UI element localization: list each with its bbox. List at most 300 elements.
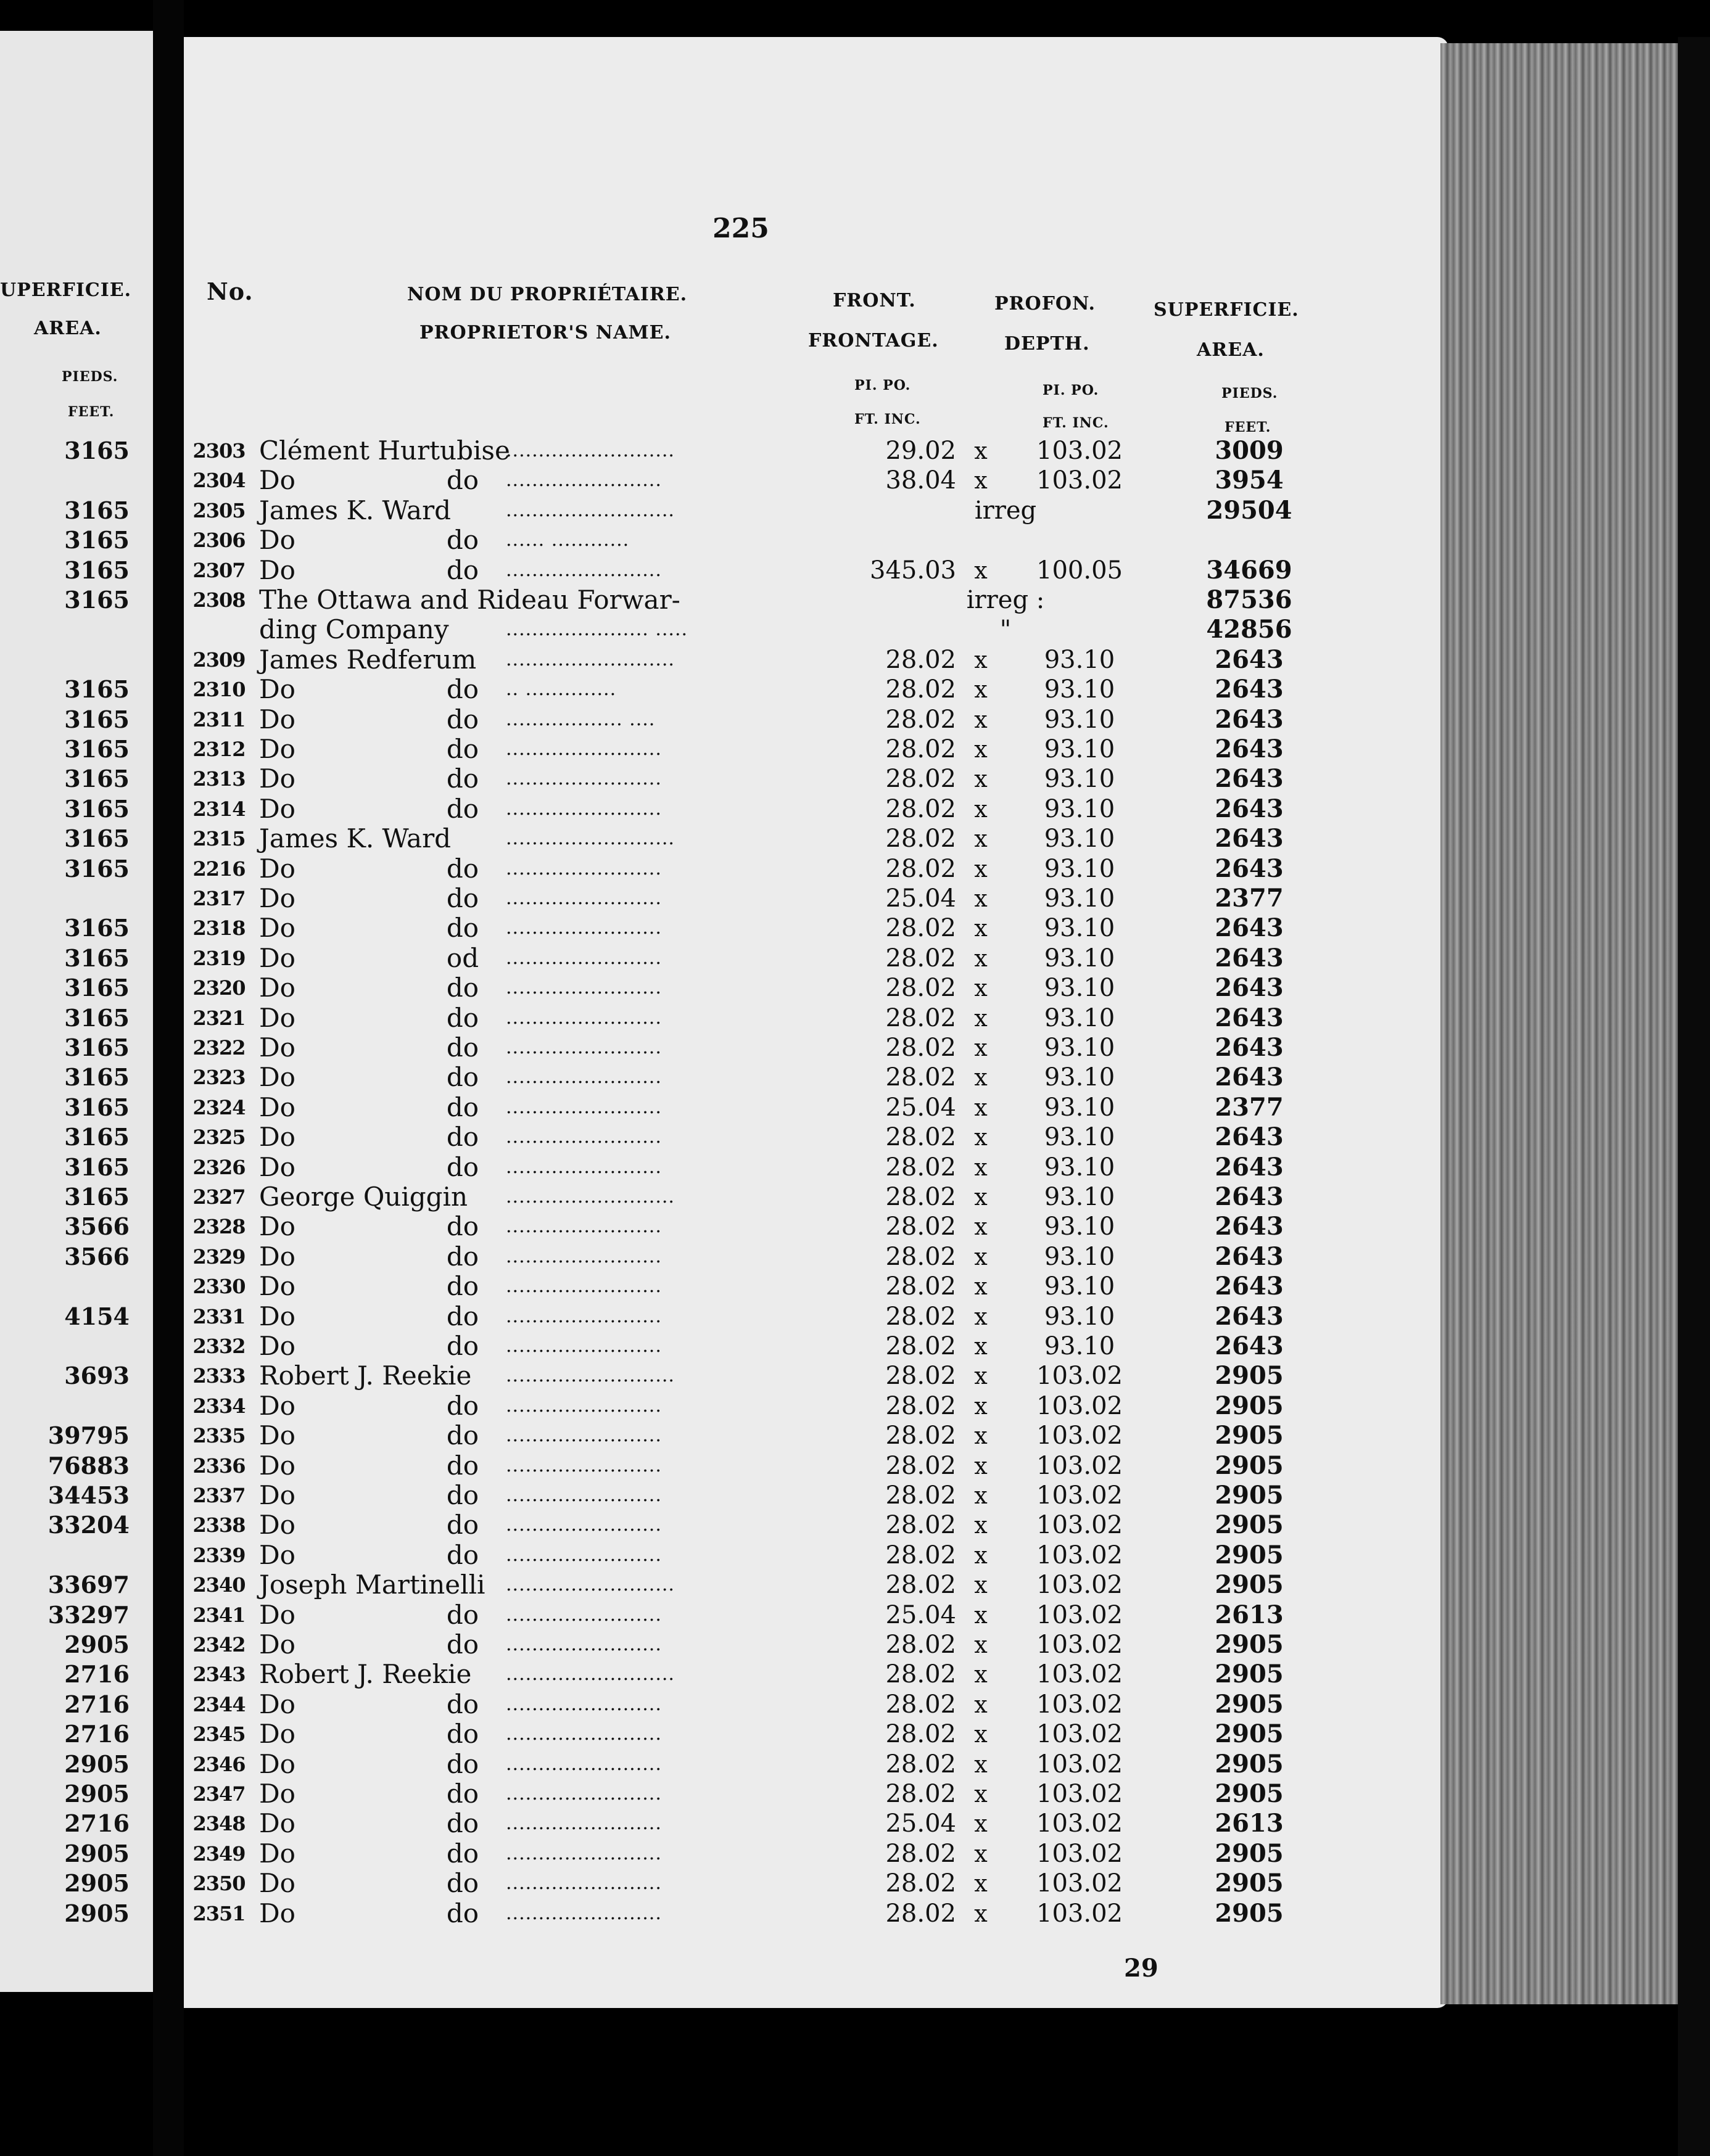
left-page-area-value: 3165 xyxy=(64,1183,130,1211)
area-value: 2643 xyxy=(1215,1301,1284,1331)
depth-value: 103.02 xyxy=(1036,1631,1123,1659)
times-sign: x xyxy=(974,1153,988,1181)
frontage-value: 28.02 xyxy=(885,1571,956,1600)
table-row xyxy=(0,645,1710,675)
depth-value: 103.02 xyxy=(1036,1660,1123,1689)
dot-leader: ........................ xyxy=(506,1037,662,1058)
times-sign: x xyxy=(974,974,988,1002)
depth-value: 103.02 xyxy=(1036,1869,1123,1898)
left-page-area-value: 3165 xyxy=(64,974,130,1002)
ditto-mark: do xyxy=(446,1420,479,1451)
frontage-value: 28.02 xyxy=(885,914,956,943)
left-page-area-value: 3165 xyxy=(64,825,130,853)
area-value: 2643 xyxy=(1215,1003,1284,1032)
table-row xyxy=(0,1510,1710,1540)
table-row xyxy=(0,1570,1710,1600)
proprietor-name: Clément Hurtubise xyxy=(259,435,510,466)
depth-value: 93.10 xyxy=(1044,675,1115,704)
times-sign: x xyxy=(974,467,988,495)
parcel-number: 2336 xyxy=(192,1454,246,1478)
ditto-mark: do xyxy=(446,1331,479,1361)
header-depth-unit-fr: PI. PO. xyxy=(1043,382,1099,398)
proprietor-name: Do xyxy=(259,793,295,824)
ditto-mark: do xyxy=(446,1002,479,1033)
times-sign: x xyxy=(974,1452,988,1479)
proprietor-name: Do xyxy=(259,913,295,944)
proprietor-name: Do xyxy=(259,1599,295,1630)
proprietor-name: James K. Ward xyxy=(259,495,452,525)
left-page-area-value: 3165 xyxy=(64,765,130,793)
times-sign: x xyxy=(974,1243,988,1270)
times-sign: x xyxy=(974,1004,988,1032)
dot-leader: .......................... xyxy=(506,828,675,850)
area-value: 2905 xyxy=(1215,1540,1284,1570)
dot-leader: ........................ xyxy=(506,1514,662,1536)
area-value: 2905 xyxy=(1215,1510,1284,1540)
depth-value: 103.02 xyxy=(1036,1571,1123,1600)
frontage-value: 28.02 xyxy=(885,1839,956,1868)
dot-leader: ........................ xyxy=(506,1454,662,1476)
parcel-number: 2328 xyxy=(192,1215,246,1239)
table-row xyxy=(0,973,1710,1003)
ditto-mark: do xyxy=(446,1062,479,1093)
parcel-number: 2332 xyxy=(192,1335,246,1358)
depth-value: 103.02 xyxy=(1036,1391,1123,1420)
dot-leader: .......................... xyxy=(506,499,675,521)
area-value: 2643 xyxy=(1215,1063,1284,1092)
proprietor-name: Do xyxy=(259,883,295,913)
header-front-unit-en: FT. INC. xyxy=(854,411,921,427)
area-value: 2377 xyxy=(1215,884,1284,913)
times-sign: x xyxy=(974,1422,988,1450)
dot-leader: ...................... ..... xyxy=(506,619,688,641)
left-page-area-value: 2905 xyxy=(64,1899,130,1927)
depth-value: 93.10 xyxy=(1044,1272,1115,1301)
dot-leader: ........................ xyxy=(506,1006,662,1029)
dot-leader: ........................ xyxy=(506,1783,662,1804)
dot-leader: ........................ xyxy=(506,469,662,492)
parcel-number: 2313 xyxy=(192,767,246,791)
ditto-mark: do xyxy=(446,1151,479,1182)
parcel-number: 2350 xyxy=(192,1872,246,1896)
proprietor-name: Do xyxy=(259,1779,295,1809)
dot-leader: ........................ xyxy=(506,1216,662,1238)
ditto-mark: do xyxy=(446,1480,479,1510)
depth-value: 103.02 xyxy=(1036,1839,1123,1868)
dot-leader: ........................ xyxy=(506,1335,662,1357)
proprietor-name: The Ottawa and Rideau Forwar- xyxy=(259,585,680,615)
depth-value: 103.02 xyxy=(1036,1362,1123,1391)
depth-value: 93.10 xyxy=(1044,765,1115,794)
area-value: 87536 xyxy=(1206,585,1292,614)
parcel-number: 2334 xyxy=(192,1394,246,1418)
depth-value: 103.02 xyxy=(1036,1541,1123,1570)
proprietor-name: Do xyxy=(259,734,295,764)
dot-leader: ........................ xyxy=(506,797,662,820)
frontage-value: 28.02 xyxy=(885,1869,956,1898)
ditto-mark: do xyxy=(446,1719,479,1750)
parcel-number: 2325 xyxy=(192,1125,246,1150)
table-row xyxy=(0,1122,1710,1152)
frontage-value: 28.02 xyxy=(885,1690,956,1719)
dot-leader: ........................ xyxy=(506,1723,662,1745)
proprietor-name: Robert J. Reekie xyxy=(259,1659,472,1690)
depth-value: 93.10 xyxy=(1044,974,1115,1003)
area-value: 2643 xyxy=(1215,1241,1284,1271)
table-row xyxy=(0,1331,1710,1361)
left-page-area-value: 3165 xyxy=(64,794,130,823)
table-row xyxy=(0,705,1710,734)
dot-leader: .......................... xyxy=(506,1186,675,1208)
times-sign: x xyxy=(974,885,988,912)
ditto-mark: do xyxy=(446,1122,479,1153)
area-value: 2643 xyxy=(1215,794,1284,823)
table-row xyxy=(0,884,1710,913)
dot-leader: ........................ xyxy=(506,1156,662,1178)
proprietor-name: Do xyxy=(259,1719,295,1750)
proprietor-name: Do xyxy=(259,853,295,884)
area-value: 2643 xyxy=(1215,973,1284,1003)
table-row xyxy=(0,1451,1710,1481)
depth-value: 93.10 xyxy=(1044,914,1115,943)
ditto-mark: do xyxy=(446,1779,479,1809)
ditto-mark: do xyxy=(446,1211,479,1242)
area-value: 34669 xyxy=(1206,555,1292,585)
frontage-value: 28.02 xyxy=(885,675,956,704)
area-value: 2643 xyxy=(1215,824,1284,854)
parcel-number: 2304 xyxy=(192,469,246,493)
frontage-value: 28.02 xyxy=(885,1362,956,1391)
dot-leader: ........................ xyxy=(506,1096,662,1118)
ditto-mark: do xyxy=(446,525,479,556)
ditto-mark: do xyxy=(446,1868,479,1899)
depth-value: 103.02 xyxy=(1036,466,1123,495)
frontage-value: 28.02 xyxy=(885,765,956,794)
header-depth-en: DEPTH. xyxy=(1004,333,1090,355)
area-value: 2905 xyxy=(1215,1630,1284,1659)
irregular-note: irreg xyxy=(974,496,1037,525)
left-page-area-value: 3165 xyxy=(64,1003,130,1032)
parcel-number: 2317 xyxy=(192,887,246,910)
frontage-value: 28.02 xyxy=(885,1750,956,1779)
frontage-value: 28.02 xyxy=(885,1660,956,1689)
table-row xyxy=(0,1809,1710,1838)
proprietor-name: Do xyxy=(259,1838,295,1869)
depth-value: 103.02 xyxy=(1036,1809,1123,1838)
area-value: 2905 xyxy=(1215,1689,1284,1719)
depth-value: 93.10 xyxy=(1044,1003,1115,1032)
depth-value: 103.02 xyxy=(1036,437,1123,465)
proprietor-name: Do xyxy=(259,1002,295,1033)
signature-number: 29 xyxy=(1124,1954,1159,1983)
parcel-number: 2307 xyxy=(192,558,246,582)
proprietor-name: Do xyxy=(259,1271,295,1302)
depth-value: 93.10 xyxy=(1044,1212,1115,1241)
ditto-mark: do xyxy=(446,973,479,1003)
parcel-number: 2311 xyxy=(192,707,246,731)
frontage-value: 25.04 xyxy=(885,884,956,913)
proprietor-name: ding Company xyxy=(259,614,449,645)
dot-leader: ........................ xyxy=(506,1603,662,1626)
times-sign: x xyxy=(974,1333,988,1360)
table-row xyxy=(0,1153,1710,1182)
left-page-area-value: 2905 xyxy=(64,1869,130,1898)
table-row xyxy=(0,1719,1710,1749)
left-page-area-value: 2716 xyxy=(64,1660,130,1689)
times-sign: x xyxy=(974,1512,988,1539)
area-value: 2905 xyxy=(1215,1660,1284,1689)
ditto-mark: do xyxy=(446,734,479,764)
area-value: 42856 xyxy=(1206,615,1292,644)
dot-leader: ........................ xyxy=(506,887,662,909)
parcel-number: 2329 xyxy=(192,1245,246,1269)
dot-leader: ........................ xyxy=(506,1126,662,1148)
parcel-number: 2312 xyxy=(192,738,246,761)
proprietor-name: Do xyxy=(259,1062,295,1093)
area-value: 2643 xyxy=(1215,1331,1284,1360)
dot-leader: ........................ xyxy=(506,1544,662,1566)
ditto-mark: do xyxy=(446,1629,479,1660)
proprietor-name: Do xyxy=(259,1211,295,1242)
left-page-area-value: 3165 xyxy=(64,1093,130,1121)
frontage-value: 28.02 xyxy=(885,1153,956,1182)
area-value: 2905 xyxy=(1215,1838,1284,1868)
depth-value: 103.02 xyxy=(1036,1600,1123,1629)
depth-value: 103.02 xyxy=(1036,1750,1123,1779)
table-row xyxy=(0,1869,1710,1898)
left-page-area-value: 3165 xyxy=(64,1153,130,1181)
times-sign: x xyxy=(974,855,988,883)
proprietor-name: Do xyxy=(259,1748,295,1779)
ditto-mark: do xyxy=(446,1271,479,1302)
proprietor-name: Do xyxy=(259,1032,295,1063)
proprietor-name: Robert J. Reekie xyxy=(259,1360,472,1391)
frontage-value: 28.02 xyxy=(885,854,956,883)
area-value: 2643 xyxy=(1215,1272,1284,1301)
frontage-value: 28.02 xyxy=(885,1302,956,1331)
depth-value: 103.02 xyxy=(1036,1690,1123,1719)
area-value: 2905 xyxy=(1215,1450,1284,1480)
left-area-unit-fr: PIEDS. xyxy=(62,369,118,385)
frontage-value: 28.02 xyxy=(885,944,956,973)
table-row xyxy=(0,1600,1710,1630)
header-front-unit-fr: PI. PO. xyxy=(854,377,911,393)
left-area-header-en: AREA. xyxy=(34,318,102,339)
times-sign: x xyxy=(974,1601,988,1629)
table-row xyxy=(0,1003,1710,1033)
table-row xyxy=(0,1779,1710,1809)
frontage-value: 25.04 xyxy=(885,1093,956,1122)
header-depth-fr: PROFON. xyxy=(994,293,1096,315)
depth-value: 93.10 xyxy=(1044,1063,1115,1092)
header-area-unit-en: FEET. xyxy=(1225,419,1271,435)
times-sign: x xyxy=(974,1661,988,1689)
left-page-area-value: 2716 xyxy=(64,1720,130,1748)
dot-leader: ........................ xyxy=(506,768,662,790)
dot-leader: .......................... xyxy=(506,440,675,461)
left-page-area-value: 3566 xyxy=(64,1242,130,1270)
area-value: 2905 xyxy=(1215,1749,1284,1779)
parcel-number: 2340 xyxy=(192,1573,246,1597)
parcel-number: 2331 xyxy=(192,1304,246,1328)
page-number: 225 xyxy=(712,213,769,244)
parcel-number: 2335 xyxy=(192,1424,246,1448)
left-page-area-value: 3165 xyxy=(64,586,130,614)
times-sign: x xyxy=(974,765,988,793)
table-row xyxy=(0,1660,1710,1689)
table-row xyxy=(0,1750,1710,1779)
irregular-note: irreg : xyxy=(966,586,1045,614)
depth-value: 93.10 xyxy=(1044,645,1115,674)
times-sign: x xyxy=(974,1273,988,1301)
frontage-value: 28.02 xyxy=(885,1780,956,1808)
times-sign: x xyxy=(974,1392,988,1420)
times-sign: x xyxy=(974,556,988,584)
depth-value: 93.10 xyxy=(1044,1302,1115,1331)
times-sign: x xyxy=(974,676,988,704)
times-sign: x xyxy=(974,1183,988,1211)
irregular-note: " xyxy=(999,615,1012,644)
times-sign: x xyxy=(974,1034,988,1061)
parcel-number: 2333 xyxy=(192,1364,246,1388)
left-page-area-value: 33297 xyxy=(48,1600,130,1629)
area-value: 2613 xyxy=(1215,1809,1284,1838)
table-row xyxy=(0,1690,1710,1719)
table-row xyxy=(0,1361,1710,1391)
dot-leader: ........................ xyxy=(506,1394,662,1417)
parcel-number: 2318 xyxy=(192,916,246,940)
area-value: 3009 xyxy=(1215,436,1284,465)
parcel-number: 2319 xyxy=(192,946,246,970)
parcel-number: 2342 xyxy=(192,1633,246,1656)
frontage-value: 28.02 xyxy=(885,1332,956,1360)
proprietor-name: Do xyxy=(259,704,295,734)
left-page-area-value: 33204 xyxy=(48,1511,130,1539)
proprietor-name: Do xyxy=(259,1241,295,1272)
left-page-area-value: 2905 xyxy=(64,1780,130,1808)
area-value: 2643 xyxy=(1215,734,1284,763)
frontage-value: 28.02 xyxy=(885,825,956,854)
parcel-number: 2309 xyxy=(192,648,246,672)
frontage-value: 25.04 xyxy=(885,1809,956,1838)
left-page-area-value: 3165 xyxy=(64,1034,130,1061)
ditto-mark: do xyxy=(446,913,479,944)
dot-leader: ........................ xyxy=(506,1245,662,1267)
ditto-mark: do xyxy=(446,1898,479,1928)
dot-leader: ........................ xyxy=(506,1842,662,1864)
frontage-value: 28.02 xyxy=(885,1631,956,1659)
depth-value: 93.10 xyxy=(1044,884,1115,913)
times-sign: x xyxy=(974,1482,988,1509)
table-row xyxy=(0,436,1710,466)
parcel-number: 2216 xyxy=(192,857,246,881)
header-front-en: FRONTAGE. xyxy=(808,330,939,352)
depth-value: 93.10 xyxy=(1044,825,1115,854)
frontage-value: 345.03 xyxy=(870,556,956,585)
times-sign: x xyxy=(974,1690,988,1718)
frontage-value: 28.02 xyxy=(885,1003,956,1032)
area-value: 2905 xyxy=(1215,1481,1284,1510)
table-row xyxy=(0,556,1710,585)
left-area-unit-en: FEET. xyxy=(68,404,115,420)
times-sign: x xyxy=(974,1810,988,1838)
times-sign: x xyxy=(974,1840,988,1867)
proprietor-name: Do xyxy=(259,525,295,556)
left-page-area-value: 3165 xyxy=(64,854,130,883)
proprietor-name: Do xyxy=(259,973,295,1003)
depth-value: 93.10 xyxy=(1044,1093,1115,1122)
left-page-area-value: 2716 xyxy=(64,1690,130,1718)
left-page-area-value: 3165 xyxy=(64,735,130,763)
left-area-header-fr: UPERFICIE. xyxy=(0,279,132,301)
header-area-en: AREA. xyxy=(1197,339,1265,361)
frontage-value: 28.02 xyxy=(885,1422,956,1450)
parcel-number: 2345 xyxy=(192,1722,246,1747)
frontage-value: 28.02 xyxy=(885,794,956,823)
parcel-number: 2349 xyxy=(192,1841,246,1866)
times-sign: x xyxy=(974,1721,988,1748)
area-value: 29504 xyxy=(1206,495,1292,525)
header-name-en: PROPRIETOR'S NAME. xyxy=(419,322,671,344)
ditto-mark: do xyxy=(446,1838,479,1869)
table-row xyxy=(0,1272,1710,1301)
parcel-number: 2327 xyxy=(192,1185,246,1209)
table-row xyxy=(0,944,1710,973)
proprietor-name: Do xyxy=(259,1480,295,1510)
proprietor-name: Do xyxy=(259,1450,295,1481)
frontage-value: 25.04 xyxy=(885,1600,956,1629)
table-row xyxy=(0,1033,1710,1063)
depth-value: 93.10 xyxy=(1044,854,1115,883)
area-value: 2643 xyxy=(1215,1122,1284,1152)
proprietor-name: Do xyxy=(259,1151,295,1182)
times-sign: x xyxy=(974,437,988,464)
frontage-value: 28.02 xyxy=(885,1212,956,1241)
dot-leader: ........................ xyxy=(506,1484,662,1506)
depth-value: 93.10 xyxy=(1044,735,1115,763)
table-row xyxy=(0,525,1710,555)
proprietor-name: Do xyxy=(259,1689,295,1719)
table-row xyxy=(0,764,1710,794)
ditto-mark: do xyxy=(446,1510,479,1541)
ditto-mark: do xyxy=(446,1689,479,1719)
proprietor-name: Do xyxy=(259,1539,295,1570)
proprietor-name: Do xyxy=(259,1331,295,1361)
ditto-mark: do xyxy=(446,1301,479,1331)
proprietor-name: Do xyxy=(259,942,295,973)
frontage-value: 28.02 xyxy=(885,1541,956,1570)
times-sign: x xyxy=(974,1362,988,1390)
left-page-area-value: 3165 xyxy=(64,1063,130,1092)
dot-leader: ........................ xyxy=(506,917,662,939)
proprietor-name: Do xyxy=(259,1898,295,1928)
frontage-value: 28.02 xyxy=(885,974,956,1003)
parcel-number: 2348 xyxy=(192,1812,246,1836)
left-page-area-value: 2716 xyxy=(64,1809,130,1838)
frontage-value: 28.02 xyxy=(885,1183,956,1211)
area-value: 2905 xyxy=(1215,1719,1284,1749)
times-sign: x xyxy=(974,646,988,673)
frontage-value: 28.02 xyxy=(885,645,956,674)
ditto-mark: do xyxy=(446,704,479,734)
left-page-area-value: 4154 xyxy=(64,1302,130,1330)
proprietor-name: Joseph Martinelli xyxy=(259,1570,485,1600)
parcel-number: 2351 xyxy=(192,1901,246,1925)
parcel-number: 2303 xyxy=(192,439,246,463)
frontage-value: 28.02 xyxy=(885,1034,956,1062)
times-sign: x xyxy=(974,1302,988,1330)
area-value: 2377 xyxy=(1215,1092,1284,1122)
